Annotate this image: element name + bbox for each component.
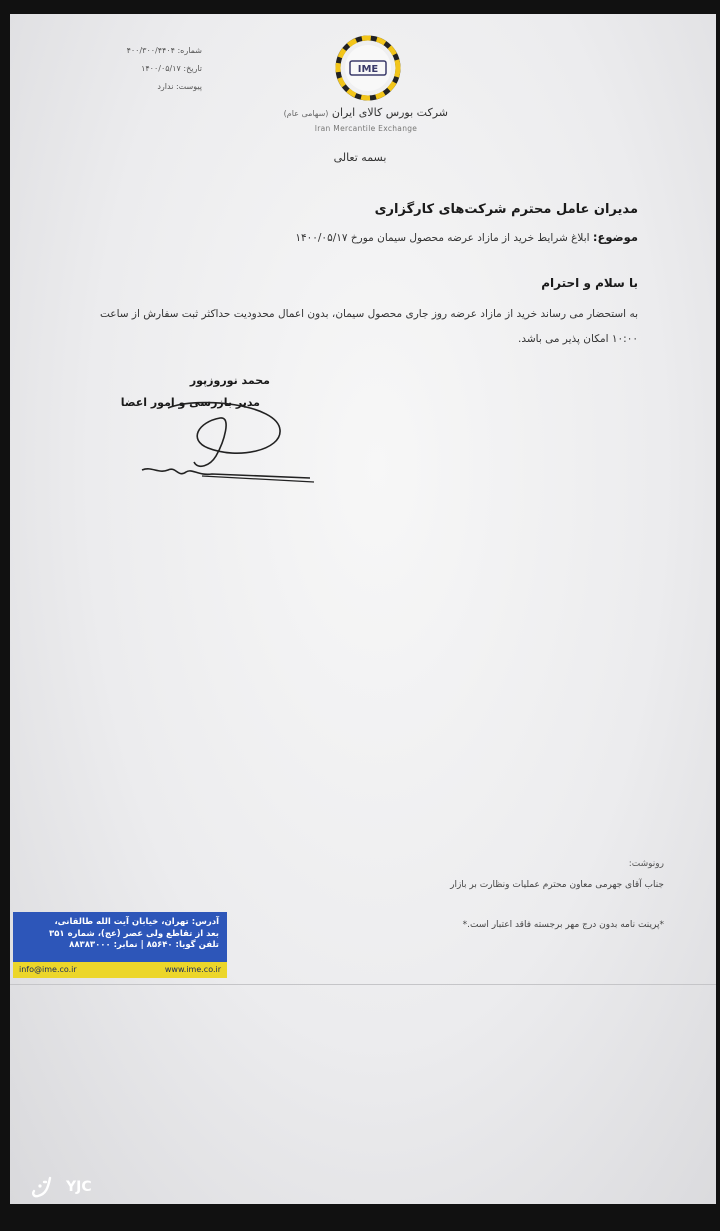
letter-number: شماره: ۴۰۰/۳۰۰/۴۴۰۴ bbox=[126, 46, 202, 55]
email-link[interactable]: info@ime.co.ir bbox=[19, 965, 77, 974]
address-block: آدرس: تهران، خیابان آیت الله طالقانی، بعد از تقاطع ولی عصر (عج)، شماره ۳۵۱ تلفن گویا: ۸۵۶۴۰ | نمابر: ۸۸۳۸۳۰۰۰ bbox=[13, 912, 227, 962]
letter-body: به استحضار می رساند خرید از مازاد عرضه روز جاری محصول سیمان، بدون اعمال محدودیت حداکثر ثبت سفارش از ساعت ۱۰:۰۰ امکان پذیر می باشد. bbox=[100, 308, 638, 345]
letter-date: تاریخ: ۱۴۰۰/۰۵/۱۷ bbox=[141, 64, 202, 73]
letter-meta bbox=[82, 42, 202, 96]
validity-note: *پرینت نامه بدون درج مهر برجسته فاقد اعتبار است.* bbox=[462, 920, 664, 930]
letter-subject: موضوع: ابلاغ شرایط خرید از مازاد عرضه محصول سیمان مورخ ۱۴۰۰/۰۵/۱۷ bbox=[295, 230, 638, 244]
signatory-name: محمد نوروزپور bbox=[189, 374, 270, 387]
letter-attachment: پیوست: ندارد bbox=[157, 82, 202, 91]
contact-block bbox=[13, 962, 227, 978]
address-box bbox=[13, 912, 227, 980]
footer-divider bbox=[10, 984, 716, 985]
letter-page bbox=[10, 14, 716, 1204]
signatory-title: مدیر بازرسی و امور اعضا bbox=[120, 396, 260, 409]
letter-recipient: مدیران عامل محترم شرکت‌های کارگزاری bbox=[374, 202, 638, 217]
company-name-fa: شرکت بورس کالای ایران (سهامی عام) bbox=[283, 106, 448, 119]
letter-greeting: با سلام و احترام bbox=[541, 276, 638, 290]
handwritten-signature bbox=[128, 394, 328, 484]
cc-label: رونوشت: bbox=[628, 859, 664, 869]
ime-logo-icon bbox=[334, 34, 402, 102]
yjc-logo-icon bbox=[28, 1172, 58, 1202]
logo-text: IME bbox=[357, 64, 379, 75]
cc-recipient: جناب آقای جهرمی معاون محترم عملیات ونظارت بر بازار bbox=[450, 880, 664, 890]
company-name-en: Iran Mercantile Exchange bbox=[314, 124, 418, 133]
yjc-watermark: YJC bbox=[28, 1172, 92, 1202]
website-link[interactable]: www.ime.co.ir bbox=[164, 965, 221, 974]
bismillah: بسمه تعالی bbox=[333, 151, 387, 164]
